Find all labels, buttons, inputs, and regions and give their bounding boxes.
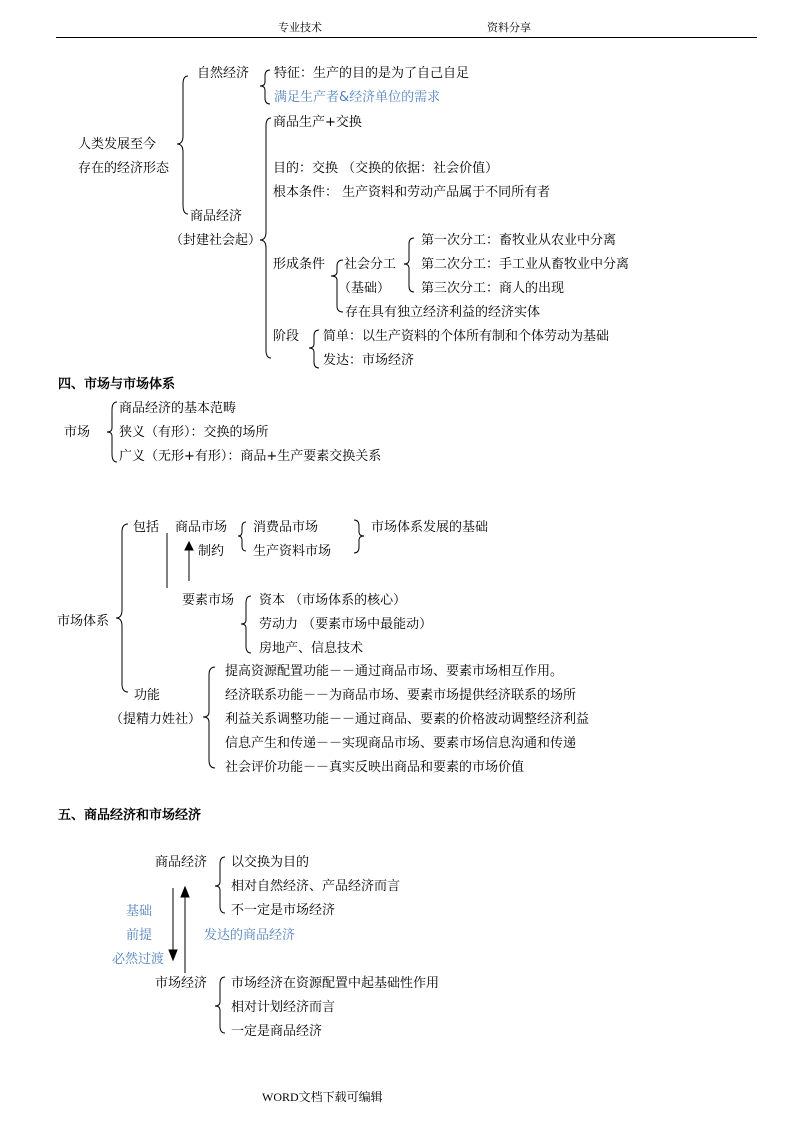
stage-brace bbox=[309, 330, 319, 368]
division-1: 第一次分工：畜牧业从农业中分离 bbox=[421, 233, 617, 248]
production-means-market: 生产资料市场 bbox=[253, 544, 332, 559]
goods-market-label: 商品市场 bbox=[175, 520, 228, 535]
header-right: 资料分享 bbox=[487, 21, 531, 34]
natural-need: 满足生产者&经济单位的需求 bbox=[274, 90, 441, 105]
market-item-5-2: 相对计划经济而言 bbox=[231, 1000, 336, 1015]
market-item-1: 商品经济的基本范畴 bbox=[119, 401, 237, 416]
factor-brace bbox=[241, 596, 251, 653]
commodity-brace bbox=[260, 118, 271, 358]
footer-text: WORD文档下载可编辑 bbox=[262, 1090, 383, 1104]
stage-simple: 简单：以生产资料的个体所有制和个体劳动为基础 bbox=[323, 329, 610, 344]
down-arrowhead bbox=[169, 950, 177, 960]
division-brace bbox=[404, 238, 414, 292]
root-line2: 存在的经济形态 bbox=[78, 161, 170, 176]
note-premise: 前提 bbox=[126, 928, 153, 943]
commodity-purpose: 目的：交换 （交换的依据：社会价值） bbox=[273, 161, 499, 176]
root-brace bbox=[177, 76, 188, 214]
section4-heading: 四、市场与市场体系 bbox=[58, 377, 176, 392]
natural-economy-label: 自然经济 bbox=[197, 66, 250, 81]
function-5: 社会评价功能－－真实反映出商品和要素的市场价值 bbox=[225, 760, 525, 775]
root-line1: 人类发展至今 bbox=[78, 137, 157, 152]
factor-labor: 劳动力 （要素市场中最能动） bbox=[259, 617, 433, 632]
commodity-definition: 商品生产+交换 bbox=[273, 115, 362, 130]
stage-developed: 发达：市场经济 bbox=[323, 353, 415, 368]
commodity-item-1: 以交换为目的 bbox=[231, 855, 310, 870]
commodity-brace-5 bbox=[215, 857, 225, 913]
independent-entity: 存在具有独立经济利益的经济实体 bbox=[345, 305, 541, 320]
function-2: 经济联系功能－－为商品市场、要素市场提供经济联系的场所 bbox=[225, 688, 577, 703]
function-label: 功能 bbox=[134, 688, 161, 703]
function-mnemonic: （提精力姓社） bbox=[110, 712, 202, 727]
commodity-root-condition: 根本条件： 生产资料和劳动产品属于不同所有者 bbox=[273, 185, 551, 200]
market-item-5-3: 一定是商品经济 bbox=[231, 1024, 323, 1039]
include-label: 包括 bbox=[133, 520, 160, 535]
market-brace-5 bbox=[215, 977, 225, 1033]
function-brace bbox=[203, 667, 215, 768]
natural-brace bbox=[260, 70, 270, 104]
market-item-3: 广义（无形+有形）：商品+生产要素交换关系 bbox=[119, 449, 382, 464]
system-brace bbox=[116, 524, 128, 692]
division-note: （基础） bbox=[338, 281, 391, 296]
commodity-economy-label-5: 商品经济 bbox=[155, 855, 208, 870]
header-left: 专业技术 bbox=[278, 21, 322, 34]
constraint-arrowhead bbox=[185, 542, 193, 550]
function-4: 信息产生和传递－－实现商品市场、要素市场信息沟通和传递 bbox=[225, 736, 577, 751]
stage-label: 阶段 bbox=[273, 329, 300, 344]
goods-market-basis: 市场体系发展的基础 bbox=[371, 520, 489, 535]
goods-brace bbox=[238, 522, 246, 551]
commodity-era: （封建社会起） bbox=[170, 233, 262, 248]
market-item-2: 狭义（有形）：交换的场所 bbox=[119, 425, 269, 440]
goods-right-brace bbox=[354, 520, 364, 553]
formation-label: 形成条件 bbox=[273, 257, 326, 272]
commodity-item-3: 不一定是市场经济 bbox=[231, 903, 336, 918]
function-1: 提高资源配置功能－－通过商品市场、要素市场相互作用。 bbox=[225, 664, 564, 679]
natural-feature: 特征：生产的目的是为了自己自足 bbox=[274, 66, 470, 81]
note-transition: 必然过渡 bbox=[112, 952, 165, 967]
market-brace bbox=[107, 402, 117, 462]
consumer-goods-market: 消费品市场 bbox=[253, 520, 319, 535]
market-system-label: 市场体系 bbox=[57, 614, 110, 629]
market-label: 市场 bbox=[64, 425, 91, 440]
factor-realestate-info: 房地产、信息技术 bbox=[259, 641, 364, 656]
factor-capital: 资本 （市场体系的核心） bbox=[259, 593, 407, 608]
factor-market-label: 要素市场 bbox=[182, 593, 235, 608]
note-basis: 基础 bbox=[126, 904, 153, 919]
division-3: 第三次分工：商人的出现 bbox=[421, 281, 565, 296]
up-arrowhead bbox=[181, 887, 189, 897]
division-label: 社会分工 bbox=[344, 257, 397, 272]
function-3: 利益关系调整功能－－通过商品、要素的价格波动调整经济利益 bbox=[225, 712, 590, 727]
constraint-label: 制约 bbox=[198, 544, 225, 559]
division-2: 第二次分工：手工业从畜牧业中分离 bbox=[421, 257, 630, 272]
note-developed-commodity: 发达的商品经济 bbox=[204, 928, 296, 943]
commodity-economy-label: 商品经济 bbox=[190, 209, 243, 224]
commodity-item-2: 相对自然经济、产品经济而言 bbox=[231, 879, 401, 894]
market-economy-label-5: 市场经济 bbox=[155, 976, 208, 991]
market-item-5-1: 市场经济在资源配置中起基础性作用 bbox=[231, 976, 440, 991]
section5-heading: 五、商品经济和市场经济 bbox=[58, 808, 202, 823]
